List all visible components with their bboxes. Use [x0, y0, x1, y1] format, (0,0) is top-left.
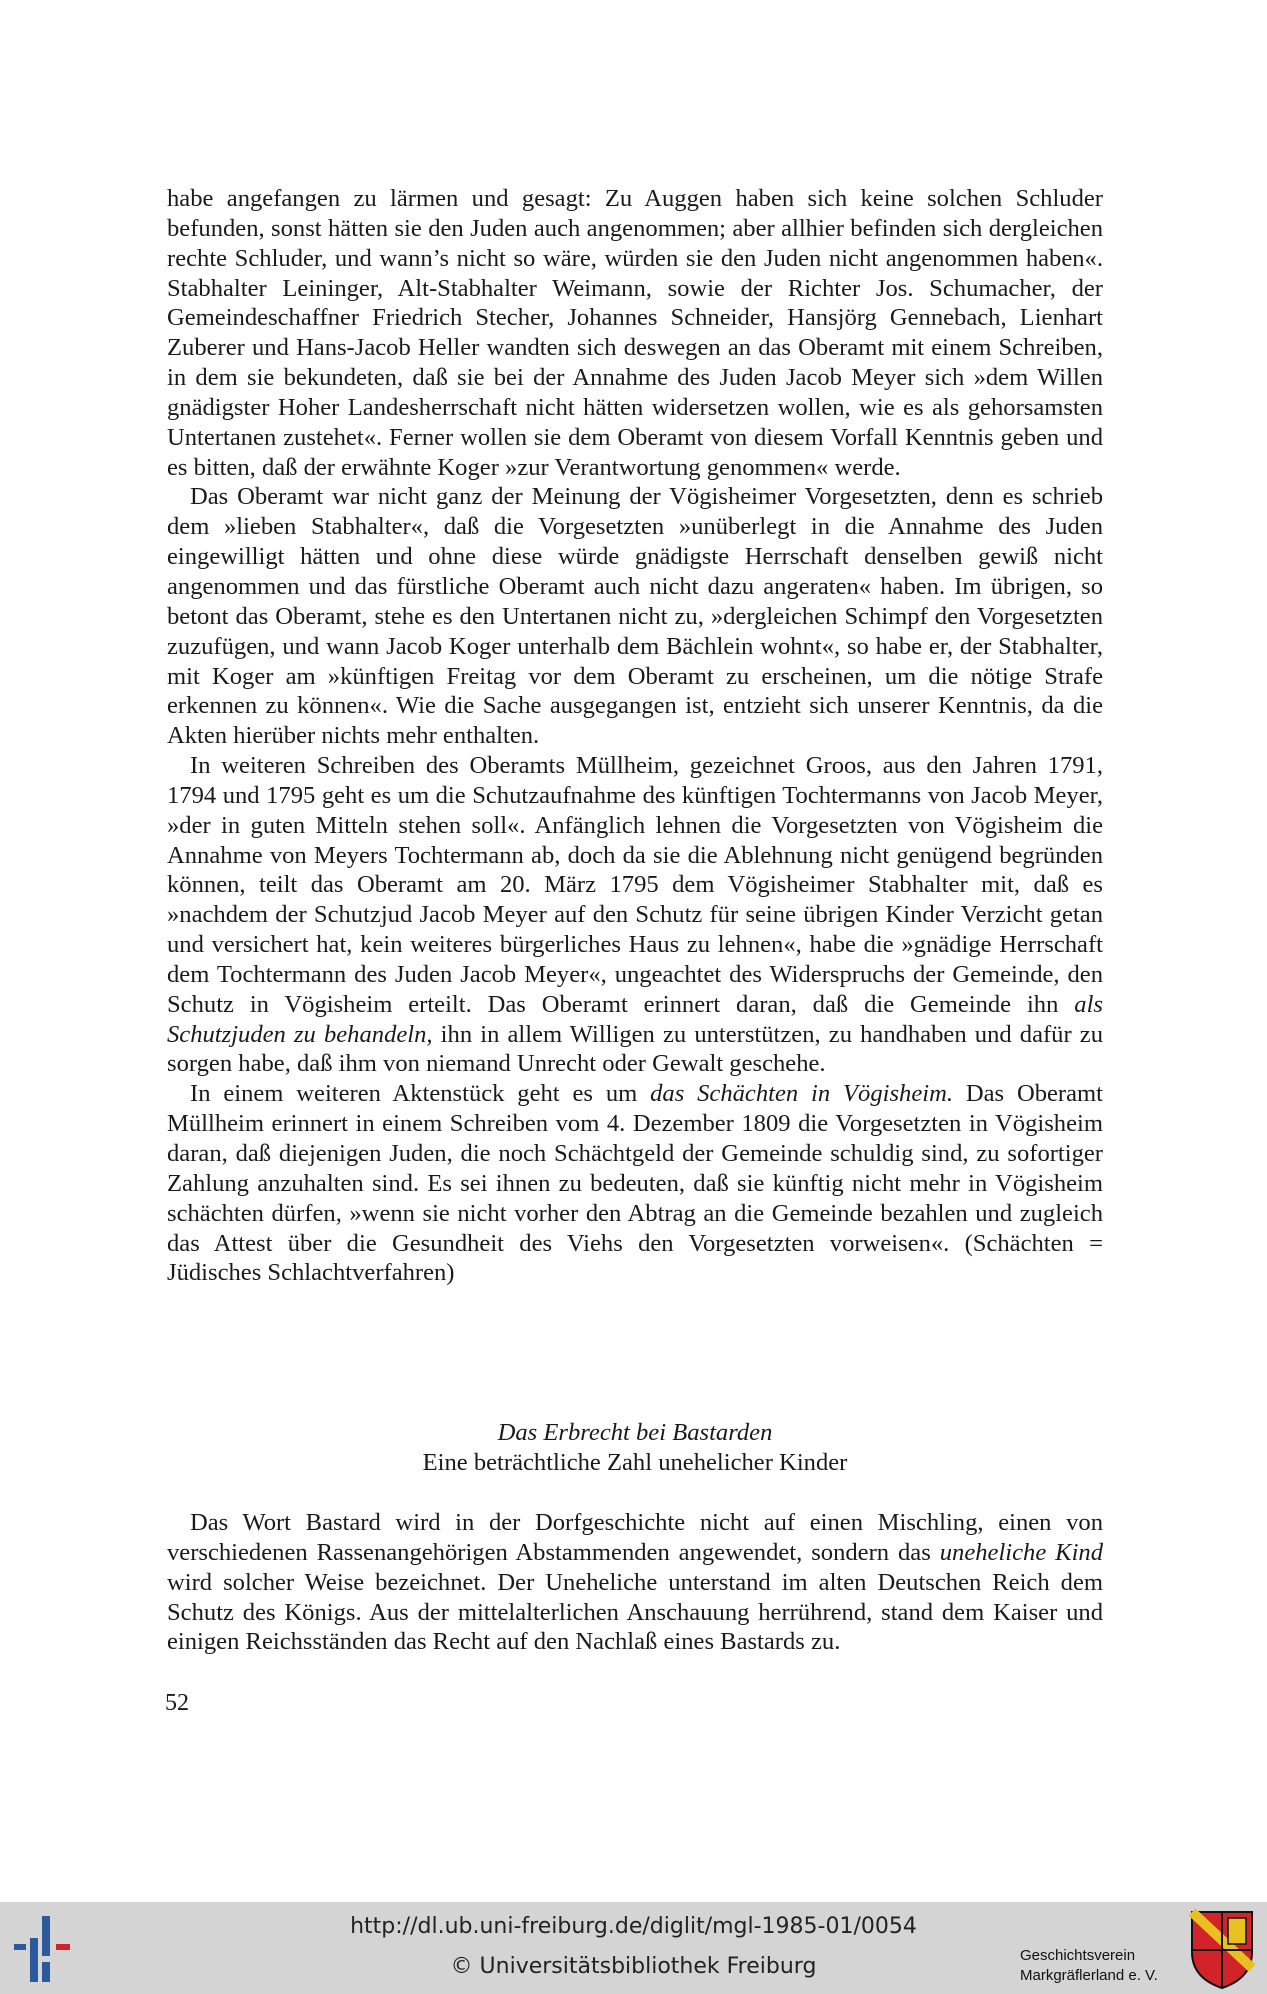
footer-url[interactable]: http://dl.ub.uni-freiburg.de/diglit/mgl-1985-01/0054	[350, 1914, 917, 1939]
page-number: 52	[165, 1690, 189, 1716]
paragraph-5: Das Wort Bastard wird in der Dorfgeschichte nicht auf einen Mischling, einen von verschiedenen Rassenangehörigen Abstammenden angewendet, sondern das uneheliche Kind wird solcher Weise bezeichnet. Der Uneheliche unterstand im alten Deutschen Reich dem Schutz des Königs. Aus der mittelalterlichen Anschauung herrührend, stand dem Kaiser und einigen Reichsständen das Recht auf den Nachlaß eines Bastards zu.	[167, 1509, 1103, 1656]
emphasis: uneheliche Kind	[939, 1538, 1103, 1566]
section-title: Das Erbrecht bei Bastarden	[497, 1419, 773, 1446]
section-heading	[167, 1418, 1103, 1478]
paragraph-2: Das Oberamt war nicht ganz der Meinung der Vögisheimer Vorgesetzten, denn es schrieb dem »lieben Stabhalter«, daß die Vorgesetzten »unüberlegt in die Annahme des Juden eingewilligt hätten und ohne diese würde gnädigste Herrschaft denselben gewiß nicht angenommen und das fürstliche Oberamt auch nicht dazu angeraten« haben. Im übrigen, so betont das Oberamt, stehe es den Untertanen nicht zu, »dergleichen Schimpf den Vorgesetzten zuzufügen, und wann Jacob Koger unterhalb dem Bächlein wohnt«, so habe er, der Stabhalter, mit Koger am »künftigen Freitag vor dem Oberamt zu erscheinen, um die nötige Strafe erkennen zu können«. Wie die Sache ausgegangen ist, entzieht sich unserer Kenntnis, da die Akten hierüber nichts mehr enthalten.	[167, 483, 1103, 750]
paragraph-1: habe angefangen zu lärmen und gesagt: Zu Auggen haben sich keine solchen Schluder befunden, sonst hätten sie den Juden auch angenommen; aber allhier befinden sich dergleichen rechte Schluder, und wann’s nicht so wäre, würden sie den Juden nicht angenommen haben«. Stabhalter Leininger, Alt-Stabhalter Weimann, sowie der Richter Jos. Schumacher, der Gemeindeschaffner Friedrich Stecher, Johannes Schneider, Hansjörg Gennebach, Lienhart Zuberer und Hans-Jacob Heller wandten sich deswegen an das Oberamt mit einem Schreiben, in dem sie bekundeten, daß sie bei der Annahme des Juden Jacob Meyer sich »dem Willen gnädigster Hoher Landesherrschaft nicht hätten widersetzen wollen, wie es als gehorsamsten Untertanen zustehet«. Ferner wollen sie dem Oberamt von diesem Vorfall Kenntnis geben und es bitten, daß der erwähnte Koger »zur Verantwortung genommen« werde.	[167, 185, 1103, 481]
coat-of-arms-icon	[1188, 1908, 1256, 1990]
body-text	[167, 184, 1103, 1288]
section-subtitle: Eine beträchtliche Zahl unehelicher Kinder	[422, 1449, 848, 1476]
footer-bar	[0, 1902, 1267, 1994]
emphasis: als Schutzjuden zu behandeln,	[167, 990, 1103, 1048]
footer-copyright: © Universitätsbibliothek Freiburg	[450, 1954, 817, 1979]
section-body	[167, 1508, 1103, 1657]
society-name: Geschichtsverein Markgräflerland e. V.	[1020, 1947, 1158, 1984]
paragraph-3: In weiteren Schreiben des Oberamts Müllheim, gezeichnet Groos, aus den Jahren 1791, 1794 und 1795 geht es um die Schutzaufnahme des künftigen Tochtermanns von Jacob Meyer, »der in guten Mitteln stehen soll«. Anfänglich lehnen die Vorgesetzten von Vögisheim die Annahme von Meyers Tochtermann ab, doch da sie die Ablehnung nicht genügend begründen können, teilt das Oberamt am 20. März 1795 dem Vögisheimer Stabhalter mit, daß es »nachdem der Schutzjud Jacob Meyer auf den Schutz für seine übrigen Kinder Verzicht getan und versichert hat, kein weiteres bürgerliches Haus zu lehnen«, habe die »gnädige Herrschaft dem Tochtermann des Juden Jacob Meyer«, ungeachtet des Widerspruchs der Gemeinde, den Schutz in Vögisheim erteilt. Das Oberamt erinnert daran, daß die Gemeinde ihn als Schutzjuden zu behandeln, ihn in allem Willigen zu unterstützen, zu handhaben und dafür zu sorgen habe, daß ihm von niemand Unrecht oder Gewalt geschehe.	[167, 752, 1104, 1078]
emphasis: das Schächten in Vögisheim.	[650, 1080, 953, 1108]
paragraph-4: In einem weiteren Aktenstück geht es um das Schächten in Vögisheim. Das Oberamt Müllheim erinnert in einem Schreiben vom 4. Dezember 1809 die Vorgesetzten in Vögisheim daran, daß diejenigen Juden, die noch Schächtgeld der Gemeinde schuldig sind, zu sofortiger Zahlung anzuhalten sind. Es sei ihnen zu bedeuten, daß sie künftig nicht mehr in Vögisheim schächten dürfen, »wenn sie nicht vorher den Abtrag an die Gemeinde bezahlen und zugleich das Attest über die Gesundheit des Viehs den Vorgesetzten vorweisen«. (Schächten = Jüdisches Schlachtverfahren)	[167, 1080, 1103, 1287]
